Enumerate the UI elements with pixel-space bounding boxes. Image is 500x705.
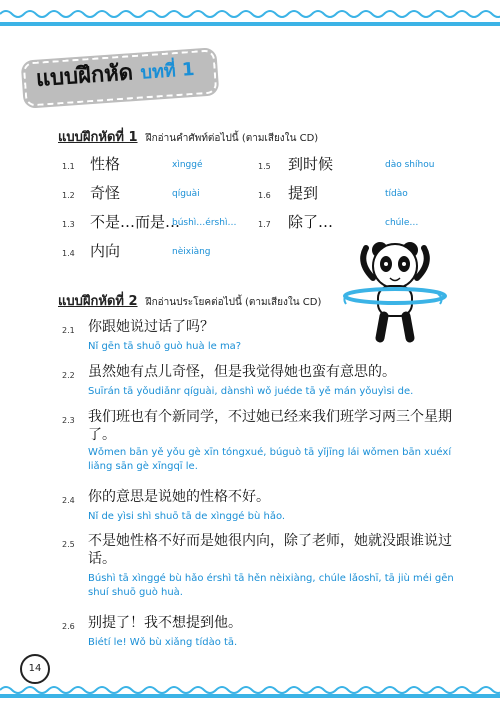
sentence-hanzi: 别提了！我不想提到他。 <box>88 615 242 631</box>
vocab-hanzi: 到时候 <box>288 155 334 173</box>
vocab-pinyin: búshì…érshì… <box>172 218 237 228</box>
sentence-num: 2.5 <box>62 540 75 549</box>
sentence-num: 2.6 <box>62 622 75 631</box>
sentence-num: 2.1 <box>62 326 75 335</box>
sentence-num: 2.4 <box>62 496 75 505</box>
vocab-pinyin: xìnggé <box>172 160 203 170</box>
sentence-pinyin: Nǐ de yìsi shì shuō tā de xìnggé bù hǎo. <box>88 511 286 522</box>
vocab-pinyin: tídào <box>385 189 408 199</box>
page-number: 14 <box>20 654 50 684</box>
exercise2-instruction: ฝึกอ่านประโยคต่อไปนี้ (ตามเสียงใน CD) <box>145 297 322 308</box>
vocab-num: 1.2 <box>62 191 75 200</box>
sentence-pinyin: Biétí le! Wǒ bù xiǎng tídào tā. <box>88 637 238 648</box>
exercise1-title: แบบฝึกหัดที่ 1 <box>58 130 138 145</box>
sentence-pinyin: Wǒmen bān yě yǒu gè xīn tóngxué, búguò tā yǐjīng lái wǒmen bān xuéxí liǎng sān gè xīngqī le. <box>88 447 452 472</box>
vocab-hanzi: 提到 <box>288 184 319 202</box>
vocab-num: 1.3 <box>62 220 75 229</box>
vocab-num: 1.5 <box>258 162 271 171</box>
top-wave-border <box>0 8 500 20</box>
sentence-pinyin: Nǐ gēn tā shuō guò huà le ma? <box>88 341 242 352</box>
vocab-hanzi: 奇怪 <box>90 184 121 202</box>
sentence-pinyin: Búshì tā xìnggé bù hǎo érshì tā hěn nèixiàng, chúle lǎoshī, tā jiù méi gēn shuí shuō guò huà. <box>88 573 454 598</box>
vocab-num: 1.6 <box>258 191 271 200</box>
vocab-pinyin: chúle… <box>385 218 419 228</box>
sentence-hanzi: 我们班也有个新同学，不过她已经来我们班学习两三个星期了。 <box>88 409 452 443</box>
vocab-num: 1.4 <box>62 249 75 258</box>
vocab-hanzi: 内向 <box>90 242 121 260</box>
title-main: แบบฝึกหัด <box>35 60 134 92</box>
vocab-num: 1.1 <box>62 162 75 171</box>
vocab-hanzi: 不是…而是… <box>90 213 181 231</box>
exercise1-heading <box>58 126 318 147</box>
exercise2-title: แบบฝึกหัดที่ 2 <box>58 294 138 309</box>
sentence-hanzi: 虽然她有点儿奇怪，但是我觉得她也蛮有意思的。 <box>88 364 396 380</box>
sentence-hanzi: 你的意思是说她的性格不好。 <box>88 489 270 505</box>
exercise2-heading <box>58 290 321 311</box>
vocab-hanzi: 性格 <box>90 155 121 173</box>
sentence-hanzi: 你跟她说过话了吗？ <box>88 319 214 335</box>
bottom-stripe <box>0 694 500 698</box>
sentence-num: 2.3 <box>62 416 75 425</box>
top-stripe <box>0 22 500 26</box>
exercise1-instruction: ฝึกอ่านคำศัพท์ต่อไปนี้ (ตามเสียงใน CD) <box>145 133 319 144</box>
sentence-pinyin: Suīrán tā yǒudiǎnr qíguài, dànshì wǒ juéde tā yě mán yǒuyìsi de. <box>88 386 414 397</box>
title-lesson: บทที่ 1 <box>139 58 196 84</box>
vocab-pinyin: nèixiàng <box>172 247 211 257</box>
sentence-num: 2.2 <box>62 371 75 380</box>
vocab-pinyin: qíguài <box>172 189 200 199</box>
vocab-num: 1.7 <box>258 220 271 229</box>
vocab-pinyin: dào shíhou <box>385 160 435 170</box>
vocab-hanzi: 除了… <box>288 213 334 231</box>
sentence-hanzi: 不是她性格不好而是她很内向，除了老师，她就没跟谁说过话。 <box>88 533 452 567</box>
